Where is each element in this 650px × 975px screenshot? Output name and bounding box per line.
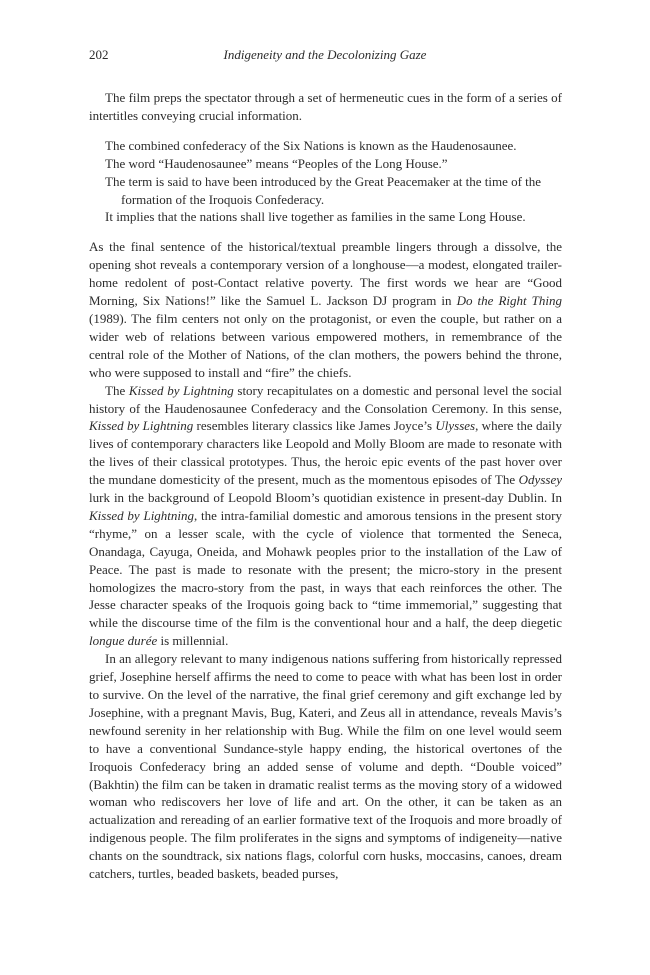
film-title: Do the Right Thing xyxy=(456,293,563,309)
text-run: The xyxy=(105,382,129,398)
body-text xyxy=(89,89,562,883)
text-run: , the intra-familial domestic and amorous tensions in the present story “rhyme,” on a lesser scale, with the cycle of violence that tormented the Seneca, Onandaga, Cayuga, Oneida, and Mohawk peoples prior to the installation of the Law of Peace. The past is made to resonate with the present; the micro-story in the present homologizes the macro-story from the past, in ways that each reinforces the other. The Jesse character speaks of the Iroquois going back to “time immemorial,” suggesting that while the discourse time of the film is the conventional hour and a half, the deep diegetic xyxy=(89,507,562,631)
text-run: story recapitulates on a domestic and personal level the social history of the Haudenosaunee Confederacy and the Consolation Ceremony. In this sense, xyxy=(89,382,562,416)
paragraph-longhouse xyxy=(89,238,562,381)
intertitle-line: The combined confederacy of the Six Nations is known as the Haudenosaunee. xyxy=(105,137,517,153)
intro-paragraph: The film preps the spectator through a set of hermeneutic cues in the form of a series of intertitles conveying crucial information. xyxy=(89,90,562,123)
term-italic: longue durée xyxy=(89,633,158,649)
text-run: is millennial. xyxy=(157,633,229,649)
intertitle-line: The term is said to have been introduced by the Great Peacemaker at the time of the formation of the Iroquois Confederacy. xyxy=(105,173,542,207)
film-title: Kissed by Lightning xyxy=(89,418,194,434)
page-number: 202 xyxy=(89,47,109,62)
intertitle-line: It implies that the nations shall live together as families in the same Long House. xyxy=(105,209,526,225)
text-run: resembles literary classics like James Joyce’s xyxy=(193,418,436,434)
page-header xyxy=(89,46,561,64)
paragraph-allegory: In an allegory relevant to many indigenous nations suffering from historically repressed grief, Josephine herself affirms the need to come to peace with what has been lost in order to survive. On the level of the narrative, the final grief ceremony and gift exchange led by Josephine, with a pregnant Mavis, Bug, Kateri, and Zeus all in attendance, reveals Mavis’s newfound serenity in her relationship with Bug. While the film on one level would seem to have a conventional Sundance-style happy ending, the historical overtones of the Iroquois Confederacy bring an added sense of volume and depth. “Double voiced” (Bakhtin) the film can be taken in dramatic realist terms as the moving story of a widowed woman who rediscovers her love of life and art. On the other, it can be taken as an actualization and rereading of an earlier formative text of the Iroquois and more broadly of indigenous people. The film proliferates in the signs and symptoms of indigeneity—native chants on the soundtrack, six nations flags, colorful corn husks, moccasins, canoes, dream catchers, turtles, beaded baskets, beaded purses, xyxy=(89,651,562,882)
book-title: Ulysses xyxy=(435,418,476,434)
film-title: Kissed by Lightning xyxy=(89,507,195,523)
text-run: (1989). The film centers not only on the protagonist, or even the couple, but rather on a wider web of relations between various empowered mothers, in remembrance of the central role of the Mother of Nations, of the clan mothers, the powers behind the throne, who were supposed to install and “fire” the chiefs. xyxy=(89,310,562,380)
intertitles-block xyxy=(105,137,546,227)
running-title: Indigeneity and the Decolonizing Gaze xyxy=(223,47,427,62)
paragraph-kissed-by-lightning xyxy=(89,382,562,651)
text-run: As the final sentence of the historical/textual preamble lingers through a dissolve, the opening shot reveals a contemporary version of a longhouse—a modest, elongated trailer-home redolent of post-Contact relative poverty. The first words we hear are “Good Morning, Six Nations!” like the Samuel L. Jackson DJ program in xyxy=(89,239,562,309)
intertitle-line: The word “Haudenosaunee” means “Peoples of the Long House.” xyxy=(105,155,448,171)
book-title: Odyssey xyxy=(518,472,562,488)
text-run: lurk in the background of Leopold Bloom’s quotidian existence in present-day Dublin. In xyxy=(89,490,562,506)
film-title: Kissed by Lightning xyxy=(128,382,234,398)
text-run: , where the daily lives of contemporary characters like Leopold and Molly Bloom are made to resonate with the lives of their classical prototypes. Thus, the heroic epic events of the past hover over the mundane domesticity of the present, much as the momentous episodes of The xyxy=(89,418,563,488)
